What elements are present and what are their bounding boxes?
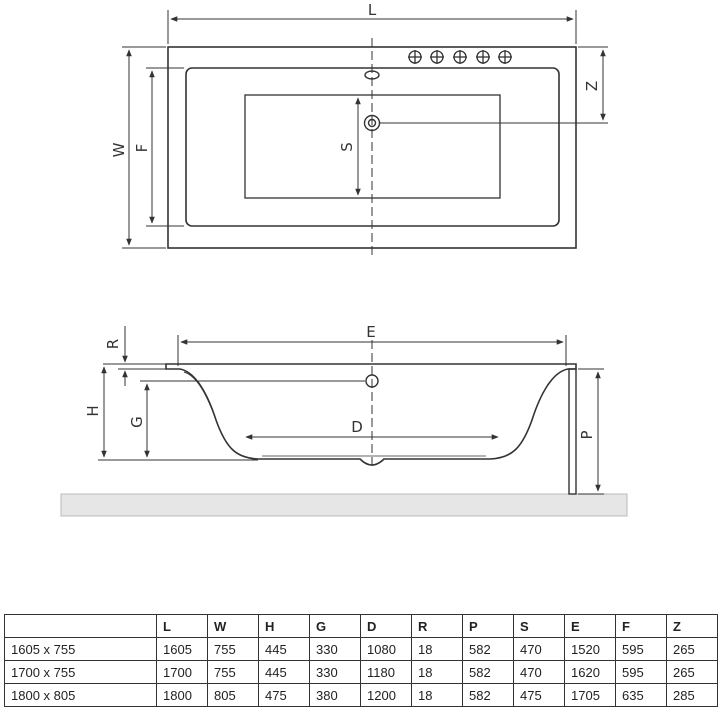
table-cell: 18 [412,684,463,707]
table-cell: 755 [208,638,259,661]
table-header-cell: P [463,615,514,638]
table-cell: 582 [463,684,514,707]
table-cell: 330 [310,661,361,684]
dimension-label-P: P [578,430,596,440]
table-row [5,661,718,684]
table-cell: 330 [310,638,361,661]
table-header-row [5,615,718,638]
table-cell: 635 [616,684,667,707]
dimension-F [146,68,184,226]
table-header-cell: S [514,615,565,638]
table-cell: 380 [310,684,361,707]
table-cell: 582 [463,661,514,684]
top-view [110,1,608,256]
table-cell: 1180 [361,661,412,684]
side-panel [569,369,576,494]
table-cell: 1800 [157,684,208,707]
dimensions-table [4,614,718,707]
dimension-label-D: D [351,418,363,436]
table-cell: 470 [514,638,565,661]
table-cell: 595 [616,661,667,684]
table-cell: 475 [259,684,310,707]
dimension-label-F: F [133,143,151,153]
table-cell: 445 [259,638,310,661]
dimension-label-E: E [366,323,376,341]
table-cell: 1200 [361,684,412,707]
side-view [61,323,627,516]
table-header-cell: G [310,615,361,638]
table-cell: 1080 [361,638,412,661]
dimension-label-G: G [128,416,146,428]
dimension-label-S: S [338,142,356,152]
dimension-label-H: H [84,405,102,417]
dimension-Z [380,47,608,123]
table-cell: 755 [208,661,259,684]
table-header-cell: D [361,615,412,638]
table-cell-model: 1800 x 805 [5,684,157,707]
table-cell: 265 [667,661,718,684]
table-cell: 265 [667,638,718,661]
table-cell: 470 [514,661,565,684]
faucet-holes-icon [408,50,512,64]
table-header-cell: F [616,615,667,638]
dimension-R [103,326,166,386]
table-header-cell: Z [667,615,718,638]
table-cell: 1705 [565,684,616,707]
dimension-label-Z: Z [583,80,601,92]
dimension-label-L: L [367,1,377,19]
table-cell: 18 [412,661,463,684]
table-row [5,684,718,707]
table-cell: 18 [412,638,463,661]
table-cell: 595 [616,638,667,661]
table-header-cell: W [208,615,259,638]
tub-inner-profile [184,372,216,420]
table-header-cell: H [259,615,310,638]
table-row [5,638,718,661]
table-header-cell [5,615,157,638]
table-header-cell: L [157,615,208,638]
table-cell: 1605 [157,638,208,661]
table-cell: 1520 [565,638,616,661]
table-cell: 1620 [565,661,616,684]
table-cell: 805 [208,684,259,707]
table-cell-model: 1700 x 755 [5,661,157,684]
table-cell-model: 1605 x 755 [5,638,157,661]
table-cell: 445 [259,661,310,684]
dimension-label-R: R [104,338,122,350]
dimension-G [140,381,365,457]
table-cell: 582 [463,638,514,661]
table-header-cell: R [412,615,463,638]
table-cell: 285 [667,684,718,707]
table-header-cell: E [565,615,616,638]
tub-profile [166,364,576,465]
table-cell: 1700 [157,661,208,684]
dimension-label-W: W [110,142,128,158]
floor [61,494,627,516]
table-cell: 475 [514,684,565,707]
